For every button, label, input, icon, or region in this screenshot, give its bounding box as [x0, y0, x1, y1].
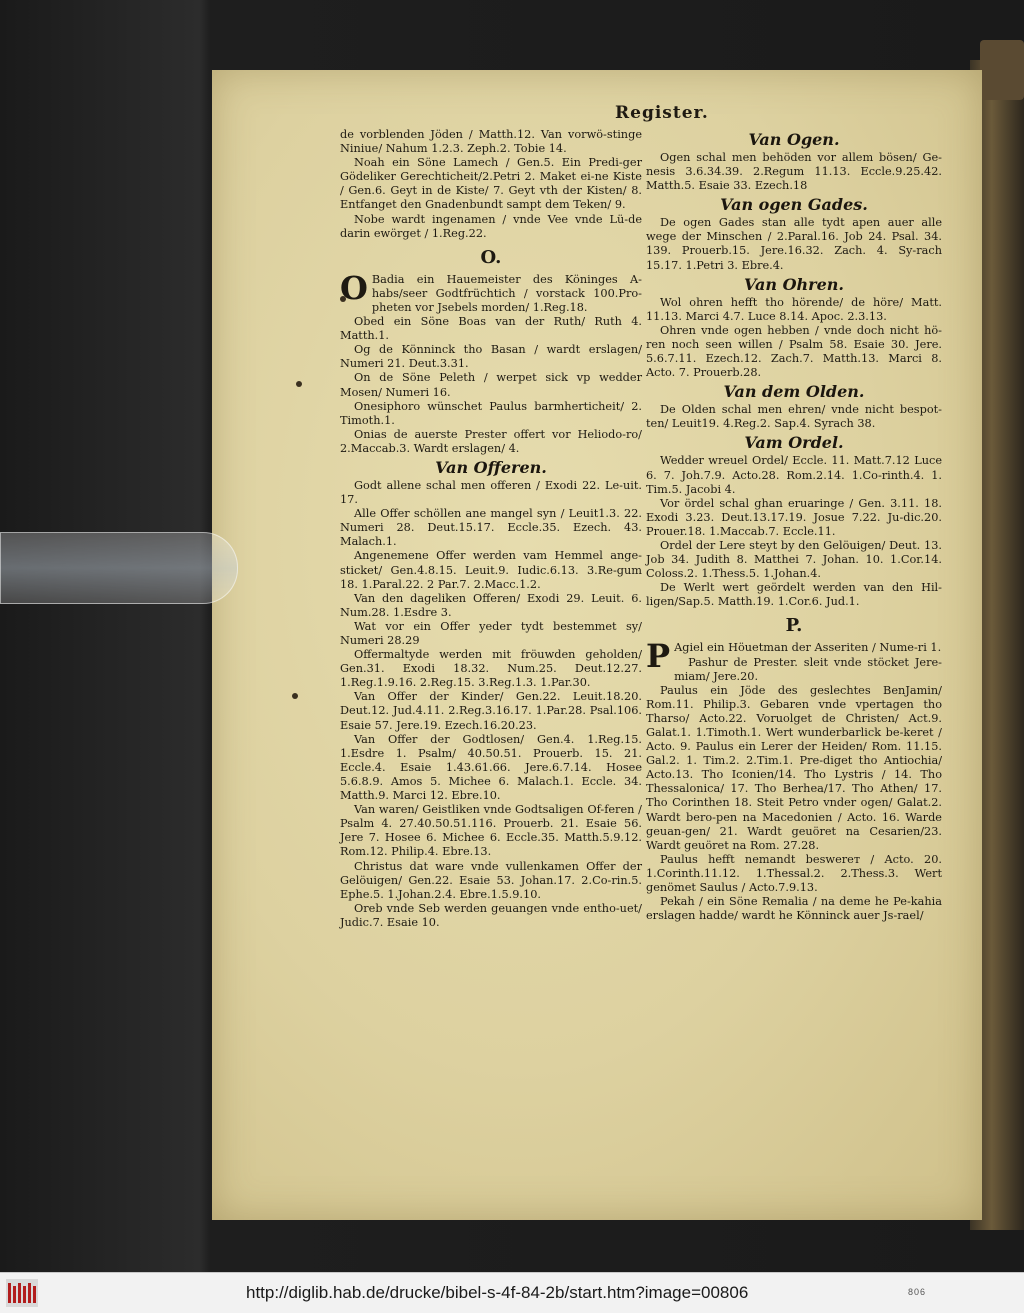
- index-entry: Offermaltyde werden mit fröuwden geholden/ Gen.31. Exodi 18.32. Num.25. Deut.12.27. 1.Reg.1.9.16. 2.Reg.15. 3.Reg.1.3. 1.Par.30.: [340, 648, 642, 690]
- entry-text: Badia ein Hauemeister des Köninges A-habs/seer Godtfrüchtich / vorstack 100.Pro-pheten vor Jsebels morden/ 1.Reg.18.: [371, 272, 642, 314]
- page-code: 806: [908, 1287, 927, 1297]
- index-entry: Og de Könninck tho Basan / wardt erslagen/ Numeri 21. Deut.3.31.: [340, 343, 642, 371]
- index-entry: Onesiphoro wünschet Paulus barmherticheit/ 2. Timoth.1.: [340, 399, 642, 427]
- index-entry: Obed ein Söne Boas van der Ruth/ Ruth 4. Matth.1.: [340, 315, 642, 343]
- index-entry: Ohren vnde ogen hebben / vnde doch nicht hö-ren noch seen willen / Psalm 58. Esaie 30. Jere. 5.6.7.11. Ezech.12. Zach.7. Matth.13. Marci 8. Acto. 7. Prouerb.28.: [646, 323, 942, 380]
- index-entry: Paulus hefft nemandt beswerет / Acto. 20. 1.Corinth.11.12. 1.Thessal.2. 2.Thess.3. Wert genömet Saulus / Acto.7.9.13.: [646, 852, 942, 895]
- index-entry: De ogen Gades stan alle tydt apen auer alle wege der Minschen / 2.Paral.16. Job 24. Psal. 34. 139. Prouerb.15. Jere.16.32. Zach. 4. Sy-rach 15.17. 1.Petri 3. Ebre.4.: [646, 216, 942, 272]
- index-entry: [340, 268, 642, 315]
- index-entry: Oreb vnde Seb werden geuangen vnde entho-uet/ Judic.7. Esaie 10.: [340, 901, 642, 929]
- status-bar: [0, 1272, 1024, 1313]
- section-heading: Vam Ordel.: [744, 433, 844, 453]
- binding-hole: [296, 381, 302, 387]
- section-heading: Van ogen Gades.: [720, 195, 868, 215]
- binding-hole: [292, 693, 298, 699]
- index-entry: Noah ein Söne Lamech / Gen.5. Ein Predi-ger Gödeliker Gerechticheit/2.Petri 2. Maket ei-ne Kiste / Gen.6. Geyt in de Kiste/ 7. Geyt vth der Kisten/ 8. Entfanget den Gnadenbundt sampt dem Teken/ 9.: [340, 156, 642, 212]
- index-entry: De Werlt wert geördelt werden van den Hil-ligen/Sap.5. Matth.19. 1.Cor.6. Jud.1.: [646, 581, 942, 609]
- index-entry: Vor ördel schal ghan eruaringe / Gen. 3.11. 18. Exodi 3.23. Deut.13.17.19. Josue 7.22. Ju-dic.20. Prouer.18. 1.Maccab.7. Eccle.11.: [646, 496, 942, 538]
- index-entry: Van waren/ Geistliken vnde Godtsaligen Of-feren / Psalm 4. 27.40.50.51.116. Prouerb. 21. Esaie 56. Jere 7. Hosee 6. Michee 6. Eccle.35. Matth.5.9.12. Rom.12. Philip.4. Ebre.13.: [340, 803, 642, 859]
- index-entry: Christus dat ware vnde vullenkamen Offer der Gelöuigen/ Gen.22. Esaie 53. Johan.17. 2.Co-rin.5. Ephe.5. 1.Johan.2.4. Ebre.1.5.9.10.: [340, 859, 642, 901]
- index-entry: Pekah / ein Söne Remalia / na deme he Pe-kahia erslagen hadde/ wardt he Könninck auer Js-rael/: [646, 895, 942, 923]
- section-heading: Van dem Olden.: [723, 382, 865, 402]
- index-entry: Van den dageliken Offeren/ Exodi 29. Leuit. 6. Num.28. 1.Esdre 3.: [340, 591, 642, 619]
- glass-clip: [0, 532, 238, 604]
- right-column: [646, 128, 942, 923]
- index-entry: de vorblenden Jöden / Matth.12. Van vorwö-stinge Niniue/ Nahum 1.2.3. Zeph.2. Tobie 14.: [340, 128, 642, 156]
- drop-cap: O: [340, 268, 368, 307]
- drop-cap: P: [646, 637, 671, 676]
- alphabet-letter: P.: [785, 615, 803, 637]
- index-entry: Van Offer der Godtlosen/ Gen.4. 1.Reg.15. 1.Esdre 1. Psalm/ 40.50.51. Prouerb. 15. 21. Eccle.4. Esaie 1.43.61.66. Jere.6.7.14. Hosee 5.6.8.9. Amos 5. Michee 6. Malach.1. Eccle. 34. Matth.9. Marci 12. Ebre.10.: [340, 732, 642, 803]
- running-head: Register.: [615, 103, 709, 123]
- index-entry: De Olden schal men ehren/ vnde nicht bespot-ten/ Leuit19. 4.Reg.2. Sap.4. Syrach 38.: [646, 403, 942, 431]
- section-heading: Van Ogen.: [748, 130, 840, 149]
- source-url[interactable]: http://diglib.hab.de/drucke/bibel-s-4f-84-2b/start.htm?image=00806: [246, 1283, 749, 1302]
- index-entry: Ordel der Lere steyt by den Gelöuigen/ Deut. 13. Job 34. Judith 8. Matthei 7. Johan. 10. 1.Cor.14. Coloss.2. 1.Thess.5. 1.Johan.4.: [646, 538, 942, 581]
- index-entry: On de Söne Peleth / werpet sick vp wedder Mosen/ Numeri 16.: [340, 371, 642, 399]
- alphabet-letter: O.: [480, 246, 502, 268]
- section-heading: Van Offeren.: [435, 457, 547, 477]
- index-entry: Onias de auerste Prester offert vor Heliodo-ro/ 2.Maccab.3. Wardt erslagen/ 4.: [340, 427, 642, 455]
- section-heading: Van Ohren.: [744, 274, 844, 294]
- index-entry: Nobe wardt ingenamen / vnde Vee vnde Lü-de darin ewörget / 1.Reg.22.: [340, 212, 642, 240]
- index-entry: Paulus ein Jöde des geslechtes BenJamin/ Rom.11. Philip.3. Gebaren vnde vpertagen tho Tharso/ Acto.22. Voruolget de Christen/ Act.9. Galat.1. 1.Timoth.1. Wert wunderbarlick be-keret / Acto. 9. Paulus ein Lerer der Heiden/ Rom. 11.15. Gal.2. 1. Tim.2. 2.Tim.1. Pre-diget tho Antiochia/ Acto.13. Tho Iconien/14. Tho Lystris / 14. Tho Thessalonica/ 17. Tho Berhea/17. Tho Athen/ 17. Tho Corinthen 18. Steit Petro vnder ogen/ Galat.2. Wardt bero-pen na Macedonien / Acto. 16. Warde geuan-gen/ 21. Wardt geuöret na Cesarien/23. Wardt geuöret na Rom. 27.28.: [646, 683, 942, 852]
- index-entry: Godt allene schal men offeren / Exodi 22. Le-uit. 17.: [340, 478, 642, 507]
- left-column: [340, 128, 642, 930]
- index-entry: Angenemene Offer werden vam Hemmel ange-sticket/ Gen.4.8.15. Leuit.9. Iudic.6.13. 3.Re-gum 18. 1.Paral.22. 2 Par.7. 2.Macc.1.2.: [340, 549, 642, 591]
- index-entry: Alle Offer schöllen ane mangel syn / Leuit1.3. 22. Numeri 28. Deut.15.17. Eccle.35. Ezech. 43. Malach.1.: [340, 507, 642, 549]
- entry-text: Agiel ein Höuetman der Asseriten / Nume-ri 1.: [674, 641, 942, 655]
- index-entry: Van Offer der Kinder/ Gen.22. Leuit.18.20. Deut.12. Jud.4.11. 2.Reg.3.16.17. 1.Par.28. Psal.106. Esaie 57. Jere.19. Ezech.16.20.23.: [340, 690, 642, 732]
- index-entry: Wol ohren hefft tho hörende/ de höre/ Matt. 11.13. Marci 4.7. Luce 8.14. Apoc. 2.3.13.: [646, 295, 942, 323]
- index-entry: Pashur de Prester. sleit vnde stöcket Jere-miam/ Jere.20.: [674, 655, 942, 683]
- index-entry: Wedder wreuel Ordel/ Eccle. 11. Matt.7.12 Luce 6. 7. Joh.7.9. Acto.28. Rom.2.14. 1.Co-rinth.4. 1. Tim.5. Jacobi 4.: [646, 454, 942, 496]
- index-entry: Wat vor ein Offer yeder tydt bestemmet sy/ Numeri 28.29: [340, 619, 642, 647]
- index-entry: Ogen schal men behöden vor allem bösen/ Ge-nesis 3.6.34.39. 2.Regum 11.13. Eccle.9.25.42. Matth.5. Esaie 33. Ezech.18: [646, 151, 942, 193]
- book-corner: [980, 40, 1024, 100]
- library-logo-icon: [6, 1279, 38, 1307]
